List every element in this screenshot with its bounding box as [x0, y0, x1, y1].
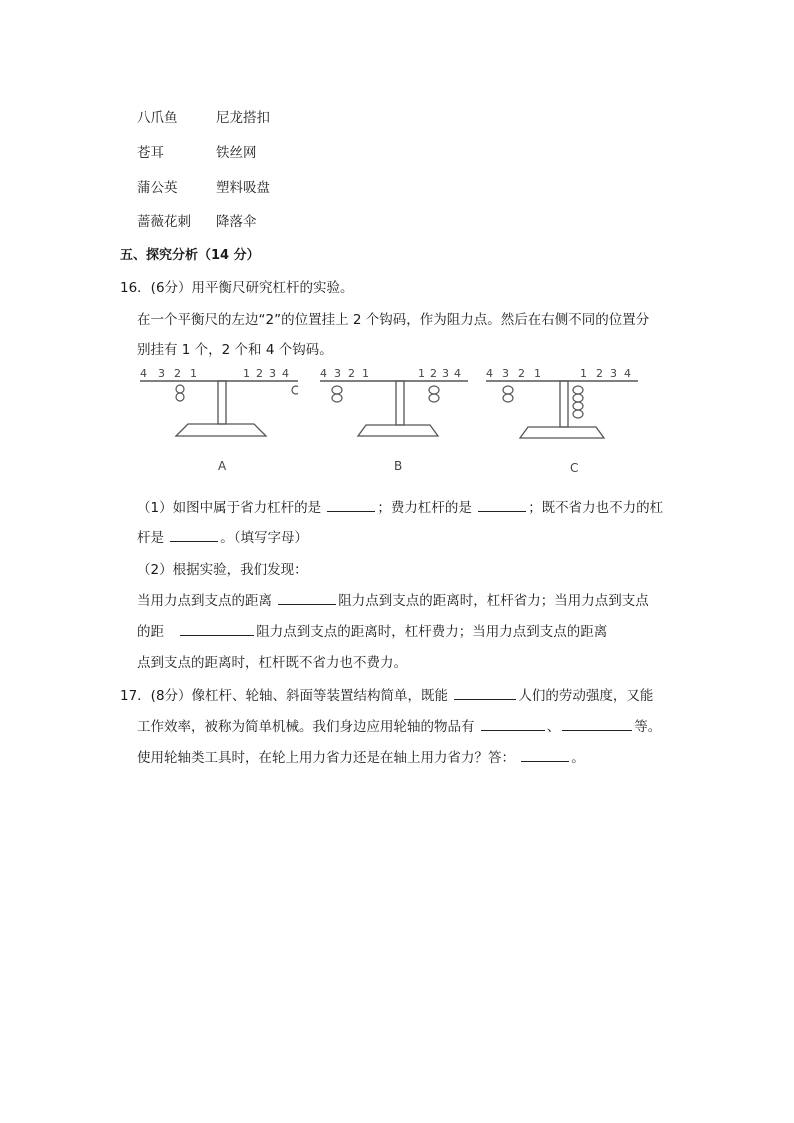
scale-num-right: 2	[430, 367, 437, 380]
weights-right	[429, 386, 439, 402]
q17-text: 17．(8分）像杠杆、轮轴、斜面等装置结构简单，既能	[120, 688, 449, 704]
natural-item: 蒲公英	[137, 180, 178, 196]
q17-text: 人们的劳动强度，又能	[518, 688, 654, 704]
q16-part1-text: 杆是	[137, 530, 164, 546]
q16-part2-text: 阻力点到支点的距离时，杠杆省力；当用力点到支点	[338, 593, 649, 609]
scale-num-left: 1	[534, 367, 541, 380]
q16-intro-line1: 在一个平衡尺的左边“2”的位置挂上 2 个钩码，作为阻力点。然后在右侧不同的位置分	[137, 312, 650, 328]
q16-part2-text: 的距	[137, 624, 164, 640]
q16-part2-text: 当用力点到支点的距离	[137, 593, 272, 609]
weights-right	[573, 386, 583, 418]
weights-left	[176, 385, 184, 401]
answer-blank[interactable]	[521, 749, 569, 762]
q17-text: 、	[546, 719, 561, 735]
base	[520, 427, 604, 438]
scale-num-right: 3	[610, 367, 617, 380]
answer-blank[interactable]	[562, 718, 632, 731]
invention-item: 降落伞	[216, 214, 257, 230]
natural-item: 八爪鱼	[137, 110, 178, 126]
q16-part1-text: （1）如图中属于省力杠杆的是	[137, 500, 322, 516]
scale-num-left: 3	[334, 367, 341, 380]
scale-num-right: 3	[269, 367, 276, 380]
q17-line3	[137, 746, 585, 766]
scale-num-left: 3	[158, 367, 165, 380]
scale-num-left: 1	[190, 367, 197, 380]
figure-label: A	[218, 459, 227, 473]
lever-figure-a	[138, 364, 298, 479]
q16-part1-text: 。（填写字母）	[220, 530, 309, 546]
q17-text: 。	[571, 750, 585, 766]
answer-blank[interactable]	[481, 718, 545, 731]
q17-line1	[120, 684, 653, 704]
q17-text: 等。	[634, 719, 662, 735]
weights-left	[332, 386, 342, 402]
weights-left	[503, 386, 513, 402]
figure-label: C	[570, 461, 579, 475]
q16-heading: 16．(6分）用平衡尺研究杠杆的实验。	[120, 280, 354, 296]
scale-num-left: 2	[174, 367, 181, 380]
scale-num-right: 1	[580, 367, 587, 380]
weights-right	[292, 386, 298, 394]
answer-blank[interactable]	[180, 623, 254, 636]
support-post	[560, 381, 568, 427]
base	[358, 425, 438, 436]
scale-num-right: 3	[442, 367, 449, 380]
scale-num-left: 4	[140, 367, 147, 380]
q16-part1-text: ；费力杠杆的是	[377, 500, 472, 516]
scale-num-left: 3	[502, 367, 509, 380]
natural-item: 蔷薇花刺	[137, 214, 191, 230]
natural-item: 苍耳	[137, 145, 164, 161]
section-title: 五、探究分析（14 分）	[120, 248, 260, 263]
scale-num-right: 2	[596, 367, 603, 380]
answer-blank[interactable]	[454, 687, 516, 700]
q16-part1-line1	[137, 496, 663, 516]
lever-figure-c	[484, 364, 644, 479]
q17-text: 工作效率，被称为简单机械。我们身边应用轮轴的物品有	[137, 719, 475, 735]
scale-num-left: 2	[518, 367, 525, 380]
q16-part1-text: ；既不省力也不力的杠	[528, 500, 664, 516]
answer-blank[interactable]	[170, 529, 218, 542]
support-post	[396, 381, 404, 425]
q17-line2	[137, 715, 661, 735]
answer-blank[interactable]	[478, 499, 526, 512]
scale-num-left: 4	[486, 367, 493, 380]
scale-num-right: 2	[256, 367, 263, 380]
scale-num-left: 4	[320, 367, 327, 380]
invention-item: 铁丝网	[216, 145, 257, 161]
lever-figure-b	[318, 364, 478, 479]
scale-num-right: 4	[282, 367, 289, 380]
scale-num-right: 4	[624, 367, 631, 380]
q16-part1-line2	[137, 526, 308, 546]
scale-num-right: 1	[243, 367, 250, 380]
q17-text: 使用轮轴类工具时，在轮上用力省力还是在轴上用力省力？答：	[137, 750, 515, 766]
invention-item: 尼龙搭扣	[216, 110, 270, 126]
q16-part2-line3: 点到支点的距离时，杠杆既不省力也不费力。	[137, 655, 407, 671]
answer-blank[interactable]	[327, 499, 375, 512]
base	[176, 424, 266, 436]
q16-intro-line2: 别挂有 1 个，2 个和 4 个钩码。	[137, 342, 333, 358]
scale-num-left: 1	[362, 367, 369, 380]
invention-item: 塑料吸盘	[216, 180, 270, 196]
scale-num-right: 4	[454, 367, 461, 380]
q16-part2-text: 阻力点到支点的距离时，杠杆费力；当用力点到支点的距离	[256, 624, 608, 640]
scale-num-right: 1	[418, 367, 425, 380]
support-post	[218, 381, 226, 424]
scale-num-left: 2	[348, 367, 355, 380]
q16-part2-heading: （2）根据实验，我们发现：	[137, 562, 308, 578]
figure-label: B	[394, 459, 403, 473]
answer-blank[interactable]	[278, 592, 336, 605]
q16-part2-line1	[137, 589, 649, 609]
q16-part2-line2	[137, 620, 607, 640]
